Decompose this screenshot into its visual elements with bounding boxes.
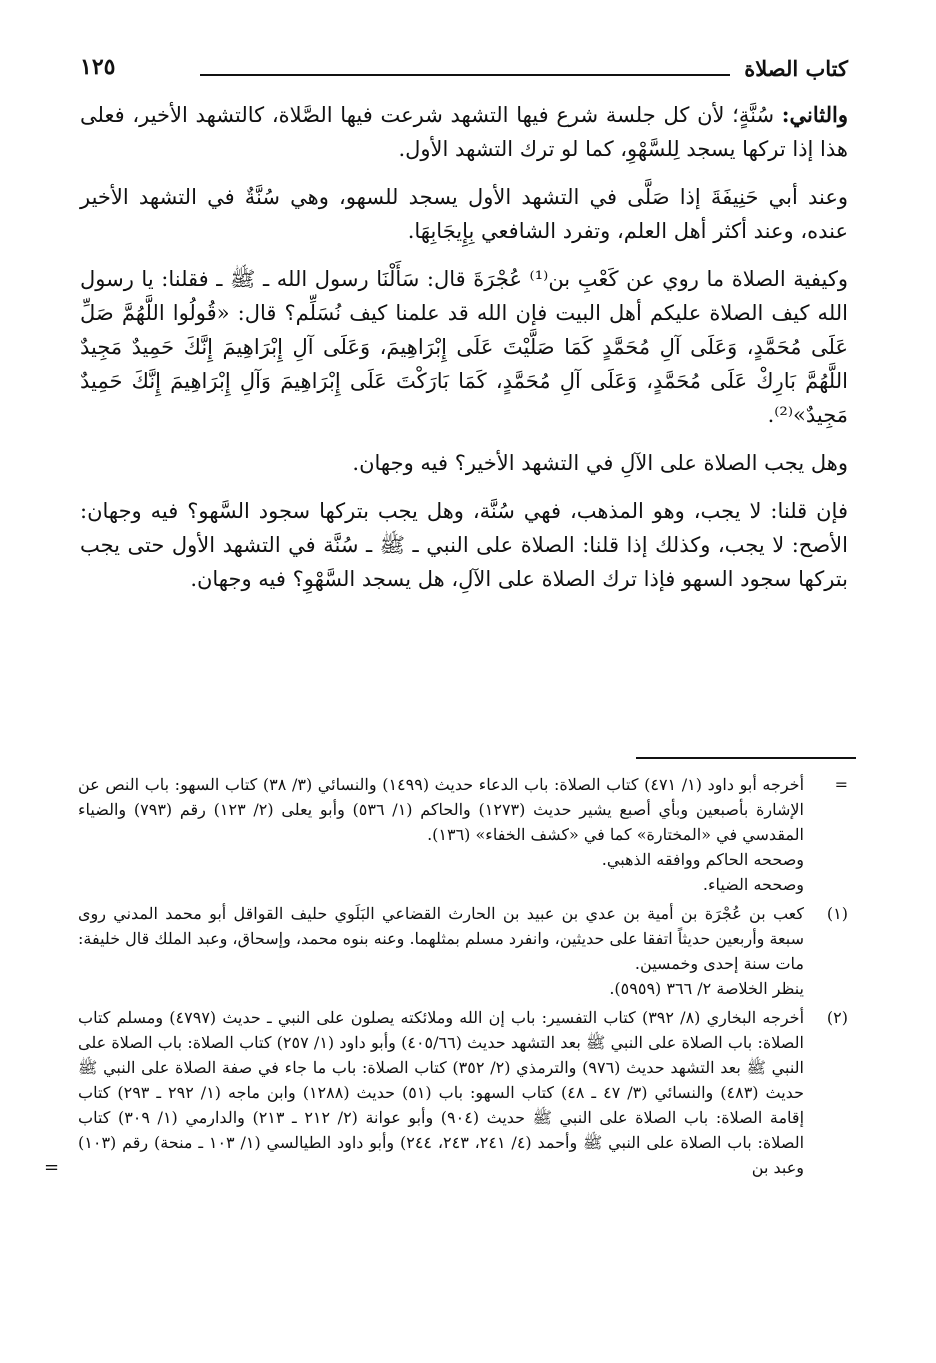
- footnote-line: وصححه الضياء.: [702, 875, 804, 894]
- running-header: [80, 50, 848, 90]
- paragraph-3: وكيفية الصلاة ما روي عن كَعْبِ بن⁽¹⁾ عُجْرَةَ قال: سَأَلْنَا رسول الله ـ ﷺ ـ فقلنا: يا رسول الله كيف الصلاة عليكم أهل البيت فإن الله قد علمنا كيف نُسَلِّم؟ قال: «قُولُوا اللَّهُمَّ صَلِّ عَلَى مُحَمَّدٍ، وَعَلَى آلِ مُحَمَّدٍ كَمَا صَلَّيْتَ عَلَى إِبْرَاهِيمَ، وَعَلَى آلِ إِبْرَاهِيمَ إِنَّكَ حَمِيدٌ مَجِيدٌ اللَّهُمَّ بَارِكْ عَلَى مُحَمَّدٍ، وَعَلَى آلِ مُحَمَّدٍ، كَمَا بَارَكْتَ عَلَى إِبْرَاهِيمَ وَآلِ إِبْرَاهِيمَ إِنَّكَ حَمِيدٌ مَجِيدٌ»⁽²⁾.: [80, 267, 849, 427]
- main-text: [80, 98, 848, 610]
- footnote-line: أخرجه البخاري (٨/ ٣٩٢) كتاب التفسير: باب إن الله وملائكته يصلون على النبي ـ حديث (٤٧٩٧) ومسلم كتاب الصلاة: باب الصلاة على النبي ﷺ بعد التشهد حديث (٤٠٥/٦٦) وأبو داود (١/ ٢٥٧) كتاب الصلاة: باب الصلاة على النبي ﷺ بعد التشهد حديث (٩٧٦) والترمذي (٢/ ٣٥٢) كتاب الصلاة: باب ما جاء في صفة الصلاة على النبي ﷺ حديث (٤٨٣) والنسائي (٣/ ٤٧ ـ ٤٨) كتاب السهو: باب (٥١) حديث (١٢٨٨) وابن ماجه (١/ ٢٩٢ ـ ٢٩٣) كتاب إقامة الصلاة: باب الصلاة على النبي ﷺ حديث (٩٠٤) وأبو عوانة (٢/ ٢١٢ ـ ٢١٣) والدارمي (١/ ٣٠٩) كتاب الصلاة: باب الصلاة على النبي ﷺ وأحمد (٤/ ٢٤١، ٢٤٣، ٢٤٤) وأبو داود الطيالسي (١/ ١٠٣ ـ منحة) رقم (١٠٣) وعبد بن: [78, 1008, 805, 1177]
- continuation-mark: =: [44, 1157, 60, 1178]
- footnote-1: [78, 901, 848, 1001]
- footnote-mark: (٢): [826, 1008, 848, 1027]
- footnote-line: وصححه الحاكم ووافقه الذهبي.: [601, 850, 804, 869]
- paragraph-5: فإن قلنا: لا يجب، وهو المذهب، فهي سُنَّة، وهل يجب بتركها سجود السَّهو؟ فيه وجهان: الأصح: لا يجب، وكذلك إذا قلنا: الصلاة على النبي ـ ﷺ ـ سُنَّة في التشهد الأول حتى يجب بتركها سجود السهو فإذا ترك الصلاة على الآلِ، هل يسجد السَّهْوِ؟ فيه وجهان.: [80, 499, 848, 591]
- paragraph-text: سُنَّةٍ؛ لأن كل جلسة شرع فيها التشهد شرعت فيها الصَّلاة، كالتشهد الأخير، فعلى هذا إذا تركها يسجد لِلسَّهْوِ، كما لو ترك التشهد الأول.: [80, 103, 848, 161]
- paragraph-lead: والثاني:: [781, 102, 848, 127]
- footnote-mark: =: [834, 775, 848, 794]
- footnote-2: [44, 1005, 848, 1180]
- chapter-title: كتاب الصلاة: [744, 56, 848, 81]
- paragraph-1: [80, 98, 848, 166]
- page-number: ١٢٥: [80, 54, 116, 80]
- footnote-line: ينظر الخلاصة ٢/ ٣٦٦ (٥٩٥٩).: [609, 979, 804, 998]
- paragraph-2: وعند أبي حَنِيفَةَ إذا صَلَّى في التشهد الأول يسجد للسهو، وهي سُنَّةٌ في التشهد الأخير عنده، وعند أكثر أهل العلم، وتفرد الشافعي بِإِيجَابِهَا.: [80, 185, 848, 243]
- footnote-line: أخرجه أبو داود (١/ ٤٧١) كتاب الصلاة: باب الدعاء حديث (١٤٩٩) والنسائي (٣/ ٣٨) كتاب السهو: باب النص عن الإشارة بأصبعين وبأي أصبع يشير حديث (١٢٧٣) والحاكم (١/ ٥٣٦) وأبو يعلى (٢/ ١٢٣) رقم (٧٩٣) والضياء المقدسي في «المختارة» كما في «كشف الخفاء» (١٣٦).: [78, 775, 805, 844]
- footnote-continued: [78, 772, 848, 897]
- footnote-line: كعب بن عُجْرَة بن أمية بن عدي بن عبيد بن الحارث القضاعي البَلَوي حليف القواقل أبو محمد المدني روى سبعة وأربعين حديثاً اتفقا على حديثين، وانفرد مسلم بمثلهما. وعنه بنوه محمد، وإسحاق، وعبد الملك قال خليفة: مات سنة إحدى وخمسين.: [78, 904, 805, 973]
- header-rule: [200, 74, 730, 76]
- paragraph-4: وهل يجب الصلاة على الآلِ في التشهد الأخير؟ فيه وجهان.: [352, 451, 848, 475]
- footnote-separator: [636, 757, 856, 759]
- footnote-mark: (١): [826, 904, 848, 923]
- footnotes: [44, 772, 848, 1184]
